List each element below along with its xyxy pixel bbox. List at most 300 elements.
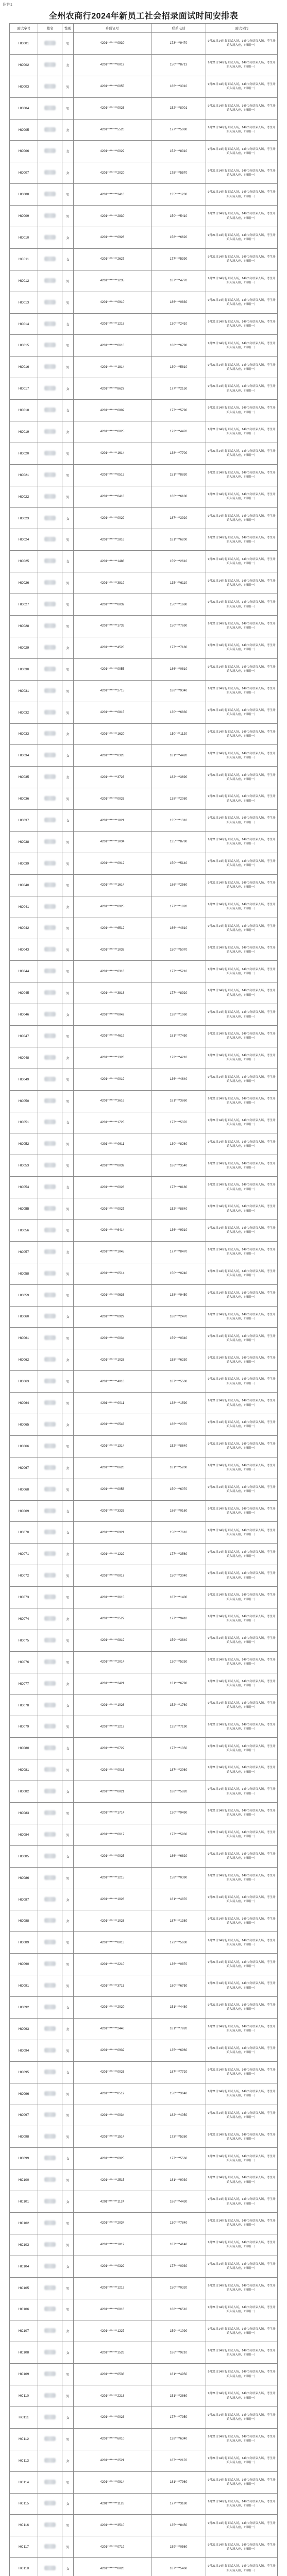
name-cell: [38, 2364, 62, 2385]
name-cell: [38, 1824, 62, 1845]
time-cell: 9月21日14时起面试入场，14时0分结束入场，考生开始入场入座，（每组一）: [206, 1673, 278, 1694]
redacted-name: [44, 170, 56, 175]
phone-cell: 177****1820: [151, 896, 206, 918]
name-cell: [38, 1069, 62, 1090]
gender-cell: 男: [62, 982, 74, 1004]
time-cell: 9月21日14时起面试入场，14时0分结束入场，考生开始入场入座，（每组一）: [206, 292, 278, 313]
time-cell: 9月21日14时起面试入场，14时0分结束入场，考生开始入场入座，（每组一）: [206, 680, 278, 702]
gender-cell: 男: [62, 2105, 74, 2126]
name-cell: [38, 1932, 62, 1954]
gender-cell: 男: [62, 853, 74, 874]
phone-cell: 186****3010: [151, 76, 206, 97]
id-cell: 4201********0815: [74, 702, 151, 723]
gender-cell: 男: [62, 1479, 74, 1500]
seq-cell: HC077: [10, 1673, 38, 1694]
seq-cell: HC116: [10, 2515, 38, 2536]
redacted-name: [44, 2371, 56, 2376]
phone-cell: 135****8780: [151, 831, 206, 853]
name-cell: [38, 2515, 62, 2536]
gender-cell: 男: [62, 1630, 74, 1651]
id-cell: 4201********1314: [74, 1435, 151, 1457]
id-cell: 4201********0011: [74, 1393, 151, 1414]
table-row: [10, 1738, 278, 1759]
time-cell: 9月21日14时起面试入场，14时0分结束入场，考生开始入场入座，（每组一）: [206, 2126, 278, 2148]
redacted-name: [44, 688, 56, 693]
name-cell: [38, 1090, 62, 1112]
id-cell: 4201********2446: [74, 2018, 151, 2040]
id-cell: 4201********0513: [74, 464, 151, 486]
id-cell: 4201********3615: [74, 1587, 151, 1608]
id-cell: 4201********0543: [74, 1414, 151, 1436]
redacted-name: [44, 213, 56, 218]
id-cell: 4201********2218: [74, 2385, 151, 2407]
time-cell: 9月21日14时起面试入场，14时0分结束入场，考生开始入场入座，（每组一）: [206, 529, 278, 551]
phone-cell: 181****4950: [151, 2364, 206, 2385]
redacted-name: [44, 1465, 56, 1470]
redacted-name: [44, 1832, 56, 1837]
table-row: [10, 1997, 278, 2019]
phone-cell: 173****4210: [151, 1047, 206, 1069]
time-cell: 9月21日14时起面试入场，14时0分结束入场，考生开始入场入座，（每组一）: [206, 2170, 278, 2191]
table-row: [10, 1716, 278, 1738]
redacted-name: [44, 2480, 56, 2484]
phone-cell: 158****6620: [151, 227, 206, 249]
gender-cell: 男: [62, 270, 74, 292]
gender-cell: 女: [62, 1738, 74, 1759]
phone-cell: 186****6820: [151, 1845, 206, 1867]
phone-cell: 181****7920: [151, 2018, 206, 2040]
name-cell: [38, 119, 62, 141]
redacted-name: [44, 408, 56, 412]
gender-cell: 男: [62, 918, 74, 939]
name-cell: [38, 2299, 62, 2320]
name-cell: [38, 1263, 62, 1284]
id-cell: 4201********0802: [74, 400, 151, 421]
table-row: [10, 1047, 278, 1069]
time-cell: 9月21日14时起面试入场，14时0分结束入场，考生开始入场入座，（每组一）: [206, 1954, 278, 1975]
gender-cell: 男: [62, 1651, 74, 1673]
id-cell: 4201********3818: [74, 982, 151, 1004]
redacted-name: [44, 1141, 56, 1146]
name-cell: [38, 2342, 62, 2364]
seq-cell: HC009: [10, 206, 38, 227]
name-cell: [38, 853, 62, 874]
gender-cell: 男: [62, 1393, 74, 1414]
redacted-name: [44, 839, 56, 844]
gender-cell: 男: [62, 97, 74, 119]
time-cell: 9月21日14时起面试入场，14时0分结束入场，考生开始入场入座，（每组一）: [206, 378, 278, 400]
seq-cell: HC026: [10, 572, 38, 594]
table-row: [10, 486, 278, 507]
time-cell: 9月21日14时起面试入场，14时0分结束入场，考生开始入场入座，（每组一）: [206, 918, 278, 939]
redacted-name: [44, 1249, 56, 1254]
phone-cell: 181****4420: [151, 745, 206, 767]
phone-cell: 138****1060: [151, 1004, 206, 1026]
gender-cell: 女: [62, 1414, 74, 1436]
table-row: [10, 162, 278, 184]
name-cell: [38, 162, 62, 184]
phone-cell: 138****1590: [151, 1393, 206, 1414]
phone-cell: 186****0810: [151, 658, 206, 680]
redacted-name: [44, 1163, 56, 1167]
redacted-name: [44, 774, 56, 779]
seq-cell: HC052: [10, 1133, 38, 1155]
table-row: [10, 33, 278, 55]
seq-cell: HC018: [10, 400, 38, 421]
table-row: [10, 896, 278, 918]
seq-cell: HC086: [10, 1867, 38, 1889]
table-row: [10, 1004, 278, 1026]
redacted-name: [44, 731, 56, 736]
gender-cell: 男: [62, 1284, 74, 1306]
table-row: [10, 400, 278, 421]
phone-cell: 166****6100: [151, 486, 206, 507]
gender-cell: 男: [62, 206, 74, 227]
phone-cell: 173****4470: [151, 421, 206, 443]
gender-cell: 男: [62, 2385, 74, 2407]
id-cell: 4201********1733: [74, 616, 151, 637]
name-cell: [38, 982, 62, 1004]
time-cell: 9月21日14时起面试入场，14时0分结束入场，考生开始入场入座，（每组一）: [206, 1565, 278, 1587]
phone-cell: 173****5260: [151, 2126, 206, 2148]
table-row: [10, 1284, 278, 1306]
name-cell: [38, 400, 62, 421]
seq-cell: HC113: [10, 2450, 38, 2471]
name-cell: [38, 939, 62, 961]
gender-cell: 女: [62, 1349, 74, 1371]
redacted-name: [44, 1400, 56, 1405]
name-cell: [38, 54, 62, 76]
table-row: [10, 1889, 278, 1910]
name-cell: [38, 1845, 62, 1867]
redacted-name: [44, 300, 56, 304]
time-cell: 9月21日14时起面试入场，14时0分结束入场，考生开始入场入座，（每组一）: [206, 1371, 278, 1393]
name-cell: [38, 2406, 62, 2428]
table-row: [10, 2277, 278, 2299]
name-cell: [38, 464, 62, 486]
name-cell: [38, 1954, 62, 1975]
redacted-name: [44, 990, 56, 995]
seq-cell: HC006: [10, 141, 38, 162]
table-row: [10, 1673, 278, 1694]
time-cell: 9月21日14时起面试入场，14时0分结束入场，考生开始入场入座，（每组一）: [206, 421, 278, 443]
phone-cell: 159****1090: [151, 2320, 206, 2342]
phone-cell: 188****5820: [151, 1781, 206, 1803]
seq-cell: HC019: [10, 421, 38, 443]
gender-cell: 女: [62, 1781, 74, 1803]
name-cell: [38, 248, 62, 270]
table-row: [10, 313, 278, 335]
redacted-name: [44, 969, 56, 973]
id-cell: 4201********2521: [74, 2450, 151, 2471]
name-cell: [38, 1371, 62, 1393]
phone-cell: 177****5560: [151, 2148, 206, 2170]
name-cell: [38, 33, 62, 55]
time-cell: 9月21日14时起面试入场，14时0分结束入场，考生开始入场入座，（每组一）: [206, 2061, 278, 2083]
phone-cell: 136****4640: [151, 1069, 206, 1090]
gender-cell: 男: [62, 529, 74, 551]
time-cell: 9月21日14时起面试入场，14时0分结束入场，考生开始入场入座，（每组一）: [206, 1004, 278, 1026]
time-cell: 9月21日14时起面试入场，14时0分结束入场，考生开始入场入座，（每组一）: [206, 658, 278, 680]
table-row: [10, 1155, 278, 1177]
phone-cell: 150****1680: [151, 594, 206, 616]
name-cell: [38, 184, 62, 206]
id-cell: 4201********0819: [74, 1630, 151, 1651]
name-cell: [38, 1759, 62, 1781]
phone-cell: 131****6790: [151, 1673, 206, 1694]
id-cell: 4201********0029: [74, 507, 151, 529]
id-cell: 4201********1812: [74, 2234, 151, 2256]
gender-cell: 男: [62, 1716, 74, 1738]
gender-cell: 女: [62, 1306, 74, 1328]
id-cell: 4201********1714: [74, 1803, 151, 1824]
name-cell: [38, 2148, 62, 2170]
gender-cell: 女: [62, 896, 74, 918]
redacted-name: [44, 516, 56, 520]
id-cell: 4201********6414: [74, 1219, 151, 1241]
gender-cell: 男: [62, 2040, 74, 2061]
id-cell: 4201********0914: [74, 2471, 151, 2493]
name-cell: [38, 1673, 62, 1694]
redacted-name: [44, 1055, 56, 1060]
name-cell: [38, 2256, 62, 2277]
gender-cell: 男: [62, 658, 74, 680]
gender-cell: 男: [62, 1587, 74, 1608]
table-row: [10, 54, 278, 76]
id-cell: 4201********2020: [74, 1997, 151, 2019]
redacted-name: [44, 364, 56, 369]
phone-cell: 150****7690: [151, 616, 206, 637]
id-cell: 4201********0418: [74, 486, 151, 507]
id-cell: 4201********0617: [74, 1824, 151, 1845]
phone-cell: 181****7960: [151, 2471, 206, 2493]
time-cell: 9月21日14时起面试入场，14时0分结束入场，考生开始入场入座，（每组一）: [206, 1630, 278, 1651]
name-cell: [38, 1781, 62, 1803]
table-row: [10, 1587, 278, 1608]
id-cell: 4201********1034: [74, 831, 151, 853]
table-row: [10, 1457, 278, 1479]
table-row: [10, 421, 278, 443]
table-row: [10, 702, 278, 723]
seq-cell: HC025: [10, 551, 38, 572]
name-cell: [38, 896, 62, 918]
redacted-name: [44, 1184, 56, 1189]
seq-cell: HC036: [10, 788, 38, 810]
phone-cell: 130****6830: [151, 702, 206, 723]
id-cell: 4201********2014: [74, 1651, 151, 1673]
seq-cell: HC015: [10, 335, 38, 357]
time-cell: 9月21日14时起面试入场，14时0分结束入场，考生开始入场入座，（每组一）: [206, 961, 278, 982]
phone-cell: 187****4140: [151, 2234, 206, 2256]
seq-cell: HC064: [10, 1393, 38, 1414]
table-row: [10, 1630, 278, 1651]
phone-cell: 177****5080: [151, 119, 206, 141]
name-cell: [38, 551, 62, 572]
time-cell: 9月21日14时起面试入场，14时0分结束入场，考生开始入场入座，（每组一）: [206, 2018, 278, 2040]
name-cell: [38, 1500, 62, 1522]
gender-cell: 女: [62, 2061, 74, 2083]
redacted-name: [44, 2005, 56, 2009]
seq-cell: HC117: [10, 2536, 38, 2558]
table-row: [10, 572, 278, 594]
seq-cell: HC102: [10, 2212, 38, 2234]
id-cell: 4201********0316: [74, 961, 151, 982]
redacted-name: [44, 667, 56, 671]
table-row: [10, 1608, 278, 1630]
phone-cell: 150****3040: [151, 1565, 206, 1587]
time-cell: 9月21日14时起面试入场，14时0分结束入场，考生开始入场入座，（每组一）: [206, 507, 278, 529]
table-row: [10, 2256, 278, 2277]
redacted-name: [44, 84, 56, 89]
table-row: [10, 141, 278, 162]
time-cell: 9月21日14时起面试入场，14时0分结束入场，考生开始入场入座，（每组一）: [206, 464, 278, 486]
id-cell: 4201********2020: [74, 162, 151, 184]
seq-cell: HC112: [10, 2428, 38, 2450]
name-cell: [38, 76, 62, 97]
time-cell: 9月21日14时起面试入场，14时0分结束入场，考生开始入场入座，（每组一）: [206, 227, 278, 249]
time-cell: 9月21日14时起面试入场，14时0分结束入场，考生开始入场入座，（每组一）: [206, 1910, 278, 1932]
name-cell: [38, 2450, 62, 2471]
gender-cell: 女: [62, 1694, 74, 1716]
phone-cell: 130****5810: [151, 357, 206, 378]
gender-cell: 男: [62, 335, 74, 357]
time-cell: 9月21日14时起面试入场，14时0分结束入场，考生开始入场入座，（每组一）: [206, 745, 278, 767]
time-cell: 9月21日14时起面试入场，14时0分结束入场，考生开始入场入座，（每组一）: [206, 616, 278, 637]
table-row: [10, 1393, 278, 1414]
table-row: [10, 1824, 278, 1845]
gender-cell: 女: [62, 810, 74, 832]
table-row: [10, 680, 278, 702]
gender-cell: 女: [62, 1544, 74, 1565]
name-cell: [38, 1651, 62, 1673]
id-cell: 4201********2627: [74, 248, 151, 270]
name-cell: [38, 1198, 62, 1220]
time-cell: 9月21日14时起面试入场，14时0分结束入场，考生开始入场入座，（每组一）: [206, 1544, 278, 1565]
table-row: [10, 2234, 278, 2256]
seq-cell: HC092: [10, 1997, 38, 2019]
name-cell: [38, 2428, 62, 2450]
gender-cell: 女: [62, 2256, 74, 2277]
gender-cell: 女: [62, 1241, 74, 1263]
seq-cell: HC043: [10, 939, 38, 961]
id-cell: 4201********2515: [74, 2170, 151, 2191]
name-cell: [38, 1803, 62, 1824]
table-row: [10, 788, 278, 810]
table-row: [10, 1500, 278, 1522]
phone-cell: 136****0870: [151, 1954, 206, 1975]
gender-cell: 女: [62, 2558, 74, 2576]
phone-cell: 177****8920: [151, 982, 206, 1004]
time-cell: 9月21日14时起面试入场，14时0分结束入场，考生开始入场入座，（每组一）: [206, 1306, 278, 1328]
gender-cell: 女: [62, 162, 74, 184]
name-cell: [38, 2493, 62, 2515]
id-cell: 4201********0932: [74, 2040, 151, 2061]
phone-cell: 130****9490: [151, 1803, 206, 1824]
table-row: [10, 1781, 278, 1803]
phone-cell: 135****7190: [151, 1716, 206, 1738]
name-cell: [38, 313, 62, 335]
id-cell: 4201********3416: [74, 184, 151, 206]
phone-cell: 159****0340: [151, 1328, 206, 1349]
time-cell: 9月21日14时起面试入场，14时0分结束入场，考生开始入场入座，（每组一）: [206, 1219, 278, 1241]
table-row: [10, 1263, 278, 1284]
table-row: [10, 2515, 278, 2536]
name-cell: [38, 2083, 62, 2105]
phone-cell: 130****5250: [151, 1651, 206, 1673]
gender-cell: 女: [62, 2406, 74, 2428]
seq-cell: HC069: [10, 1500, 38, 1522]
seq-cell: HC028: [10, 616, 38, 637]
phone-cell: 158****6230: [151, 1349, 206, 1371]
id-cell: 4201********0026: [74, 2061, 151, 2083]
time-cell: 9月21日14时起面试入场，14时0分结束入场，考生开始入场入座，（每组一）: [206, 1651, 278, 1673]
seq-cell: HC058: [10, 1263, 38, 1284]
gender-cell: 女: [62, 54, 74, 76]
seq-cell: HC085: [10, 1845, 38, 1867]
seq-cell: HC097: [10, 2105, 38, 2126]
id-cell: 4201********0034: [74, 2105, 151, 2126]
phone-cell: 187****4770: [151, 270, 206, 292]
phone-cell: 181****5200: [151, 1457, 206, 1479]
name-cell: [38, 2018, 62, 2040]
time-cell: 9月21日14时起面试入场，14时0分结束入场，考生开始入场入座，（每组一）: [206, 810, 278, 832]
table-row: [10, 2170, 278, 2191]
table-row: [10, 292, 278, 313]
name-cell: [38, 2385, 62, 2407]
table-row: [10, 723, 278, 745]
redacted-name: [44, 1444, 56, 1448]
gender-cell: 男: [62, 292, 74, 313]
redacted-name: [44, 472, 56, 477]
phone-cell: 158****0390: [151, 1867, 206, 1889]
id-cell: 4201********0039: [74, 1155, 151, 1177]
phone-cell: 135****6110: [151, 572, 206, 594]
table-row: [10, 874, 278, 896]
time-cell: 9月21日14时起面试入场，14时0分结束入场，考生开始入场入座，（每组一）: [206, 831, 278, 853]
phone-cell: 173****5630: [151, 1932, 206, 1954]
name-cell: [38, 227, 62, 249]
table-row: [10, 1112, 278, 1133]
phone-cell: 177****1350: [151, 1738, 206, 1759]
id-cell: 4201********0034: [74, 1328, 151, 1349]
phone-cell: 188****9340: [151, 680, 206, 702]
name-cell: [38, 421, 62, 443]
gender-cell: 女: [62, 745, 74, 767]
time-cell: 9月21日14时起面试入场，14时0分结束入场，考生开始入场入座，（每组一）: [206, 1069, 278, 1090]
seq-cell: HC014: [10, 313, 38, 335]
name-cell: [38, 2191, 62, 2213]
id-cell: 4201********0925: [74, 2148, 151, 2170]
gender-cell: 男: [62, 443, 74, 464]
redacted-name: [44, 796, 56, 801]
time-cell: 9月21日14时起面试入场，14时0分结束入场，考生开始入场入座，（每组一）: [206, 1112, 278, 1133]
seq-cell: HC074: [10, 1608, 38, 1630]
gender-cell: 女: [62, 1500, 74, 1522]
id-cell: 4201********1124: [74, 2191, 151, 2213]
gender-cell: 女: [62, 1522, 74, 1544]
id-cell: 4201********0921: [74, 1522, 151, 1544]
id-cell: 4201********1614: [74, 874, 151, 896]
id-cell: 4201********1128: [74, 2493, 151, 2515]
redacted-name: [44, 386, 56, 391]
table-row: [10, 1759, 278, 1781]
phone-cell: 135****6960: [151, 2040, 206, 2061]
table-row: [10, 1198, 278, 1220]
seq-cell: HC073: [10, 1587, 38, 1608]
time-cell: 9月21日14时起面试入场，14时0分结束入场，考生开始入场入座，（每组一）: [206, 2083, 278, 2105]
seq-cell: HC024: [10, 529, 38, 551]
id-cell: 4201********2816: [74, 529, 151, 551]
